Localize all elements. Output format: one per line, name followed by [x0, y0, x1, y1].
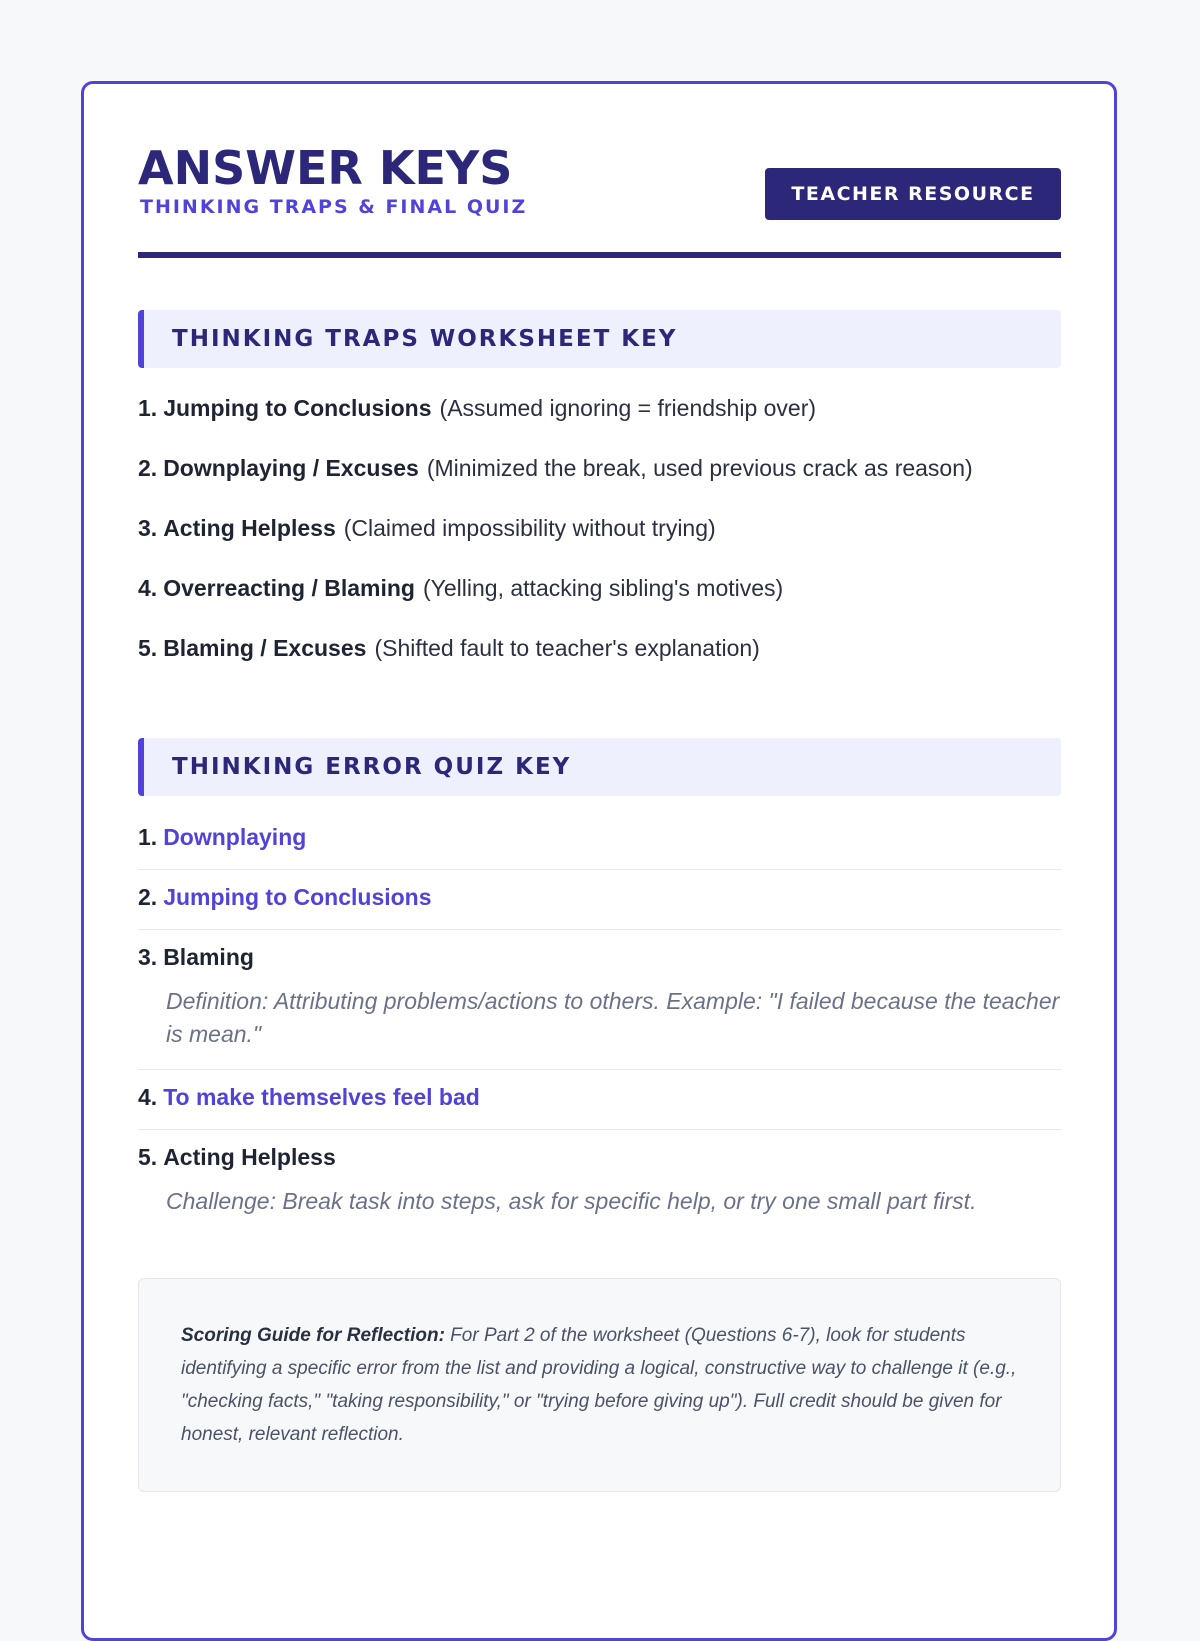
- quiz-key-heading: THINKING ERROR QUIZ KEY: [138, 738, 1061, 796]
- trap-name: Overreacting / Blaming: [163, 574, 415, 601]
- page-header: [138, 140, 1061, 258]
- item-number: 1.: [138, 824, 158, 850]
- trap-name: Downplaying / Excuses: [163, 454, 419, 481]
- item-number: 1.: [138, 394, 158, 421]
- teacher-resource-badge: TEACHER RESOURCE: [765, 168, 1061, 220]
- answer-key-card: [81, 81, 1117, 1641]
- quiz-key-item: [138, 930, 1061, 1070]
- item-number: 5.: [138, 634, 158, 661]
- quiz-answer-row: [138, 944, 1061, 971]
- worksheet-key-item: [138, 378, 1061, 438]
- quiz-answer: To make themselves feel bad: [163, 1084, 480, 1110]
- item-number: 3.: [138, 944, 158, 970]
- quiz-answer-row: [138, 1084, 1061, 1111]
- trap-name: Blaming / Excuses: [163, 634, 367, 661]
- quiz-answer-row: [138, 1144, 1061, 1171]
- item-number: 3.: [138, 514, 158, 541]
- worksheet-key-item: [138, 618, 1061, 678]
- worksheet-key-list: [138, 378, 1061, 678]
- worksheet-key-heading: THINKING TRAPS WORKSHEET KEY: [138, 310, 1061, 368]
- item-number: 5.: [138, 1144, 158, 1170]
- trap-description: (Assumed ignoring = friendship over): [439, 394, 817, 421]
- item-number: 4.: [138, 574, 158, 601]
- page-subtitle: THINKING TRAPS & FINAL QUIZ: [140, 196, 528, 218]
- item-number: 2.: [138, 454, 158, 481]
- quiz-answer-note: Definition: Attributing problems/actions to others. Example: "I failed because the teacher is mean.": [166, 988, 1060, 1047]
- item-number: 4.: [138, 1084, 158, 1110]
- quiz-answer-row: [138, 884, 1061, 911]
- worksheet-key-item: [138, 498, 1061, 558]
- item-number: 2.: [138, 884, 158, 910]
- quiz-key-item: [138, 810, 1061, 870]
- quiz-answer-row: [138, 824, 1061, 851]
- quiz-answer: Downplaying: [163, 824, 307, 850]
- worksheet-key-item: [138, 438, 1061, 498]
- trap-name: Jumping to Conclusions: [163, 394, 432, 421]
- quiz-answer: Acting Helpless: [163, 1144, 336, 1170]
- trap-description: (Claimed impossibility without trying): [343, 514, 716, 541]
- quiz-key-item: [138, 1130, 1061, 1236]
- scoring-guide-text: For Part 2 of the worksheet (Questions 6-7), look for students identifying a specific error from the list and providing a logical, constructive way to challenge it (e.g., "checking facts," "taking responsibility," or "trying before giving up"). Full credit should be given for honest, relevant reflection.: [181, 1325, 1017, 1445]
- page-title: ANSWER KEYS: [138, 141, 513, 195]
- quiz-key-item: [138, 1070, 1061, 1130]
- scoring-guide-label: Scoring Guide for Reflection:: [181, 1325, 445, 1346]
- quiz-answer: Jumping to Conclusions: [163, 884, 432, 910]
- worksheet-key-item: [138, 558, 1061, 618]
- quiz-key-item: [138, 870, 1061, 930]
- trap-description: (Shifted fault to teacher's explanation): [374, 634, 760, 661]
- trap-description: (Yelling, attacking sibling's motives): [423, 574, 784, 601]
- scoring-guide-box: [138, 1278, 1061, 1492]
- quiz-key-list: [138, 810, 1061, 1236]
- quiz-answer: Blaming: [163, 944, 254, 970]
- trap-description: (Minimized the break, used previous crack as reason): [426, 454, 973, 481]
- quiz-answer-note: Challenge: Break task into steps, ask for specific help, or try one small part first.: [166, 1188, 977, 1214]
- trap-name: Acting Helpless: [163, 514, 336, 541]
